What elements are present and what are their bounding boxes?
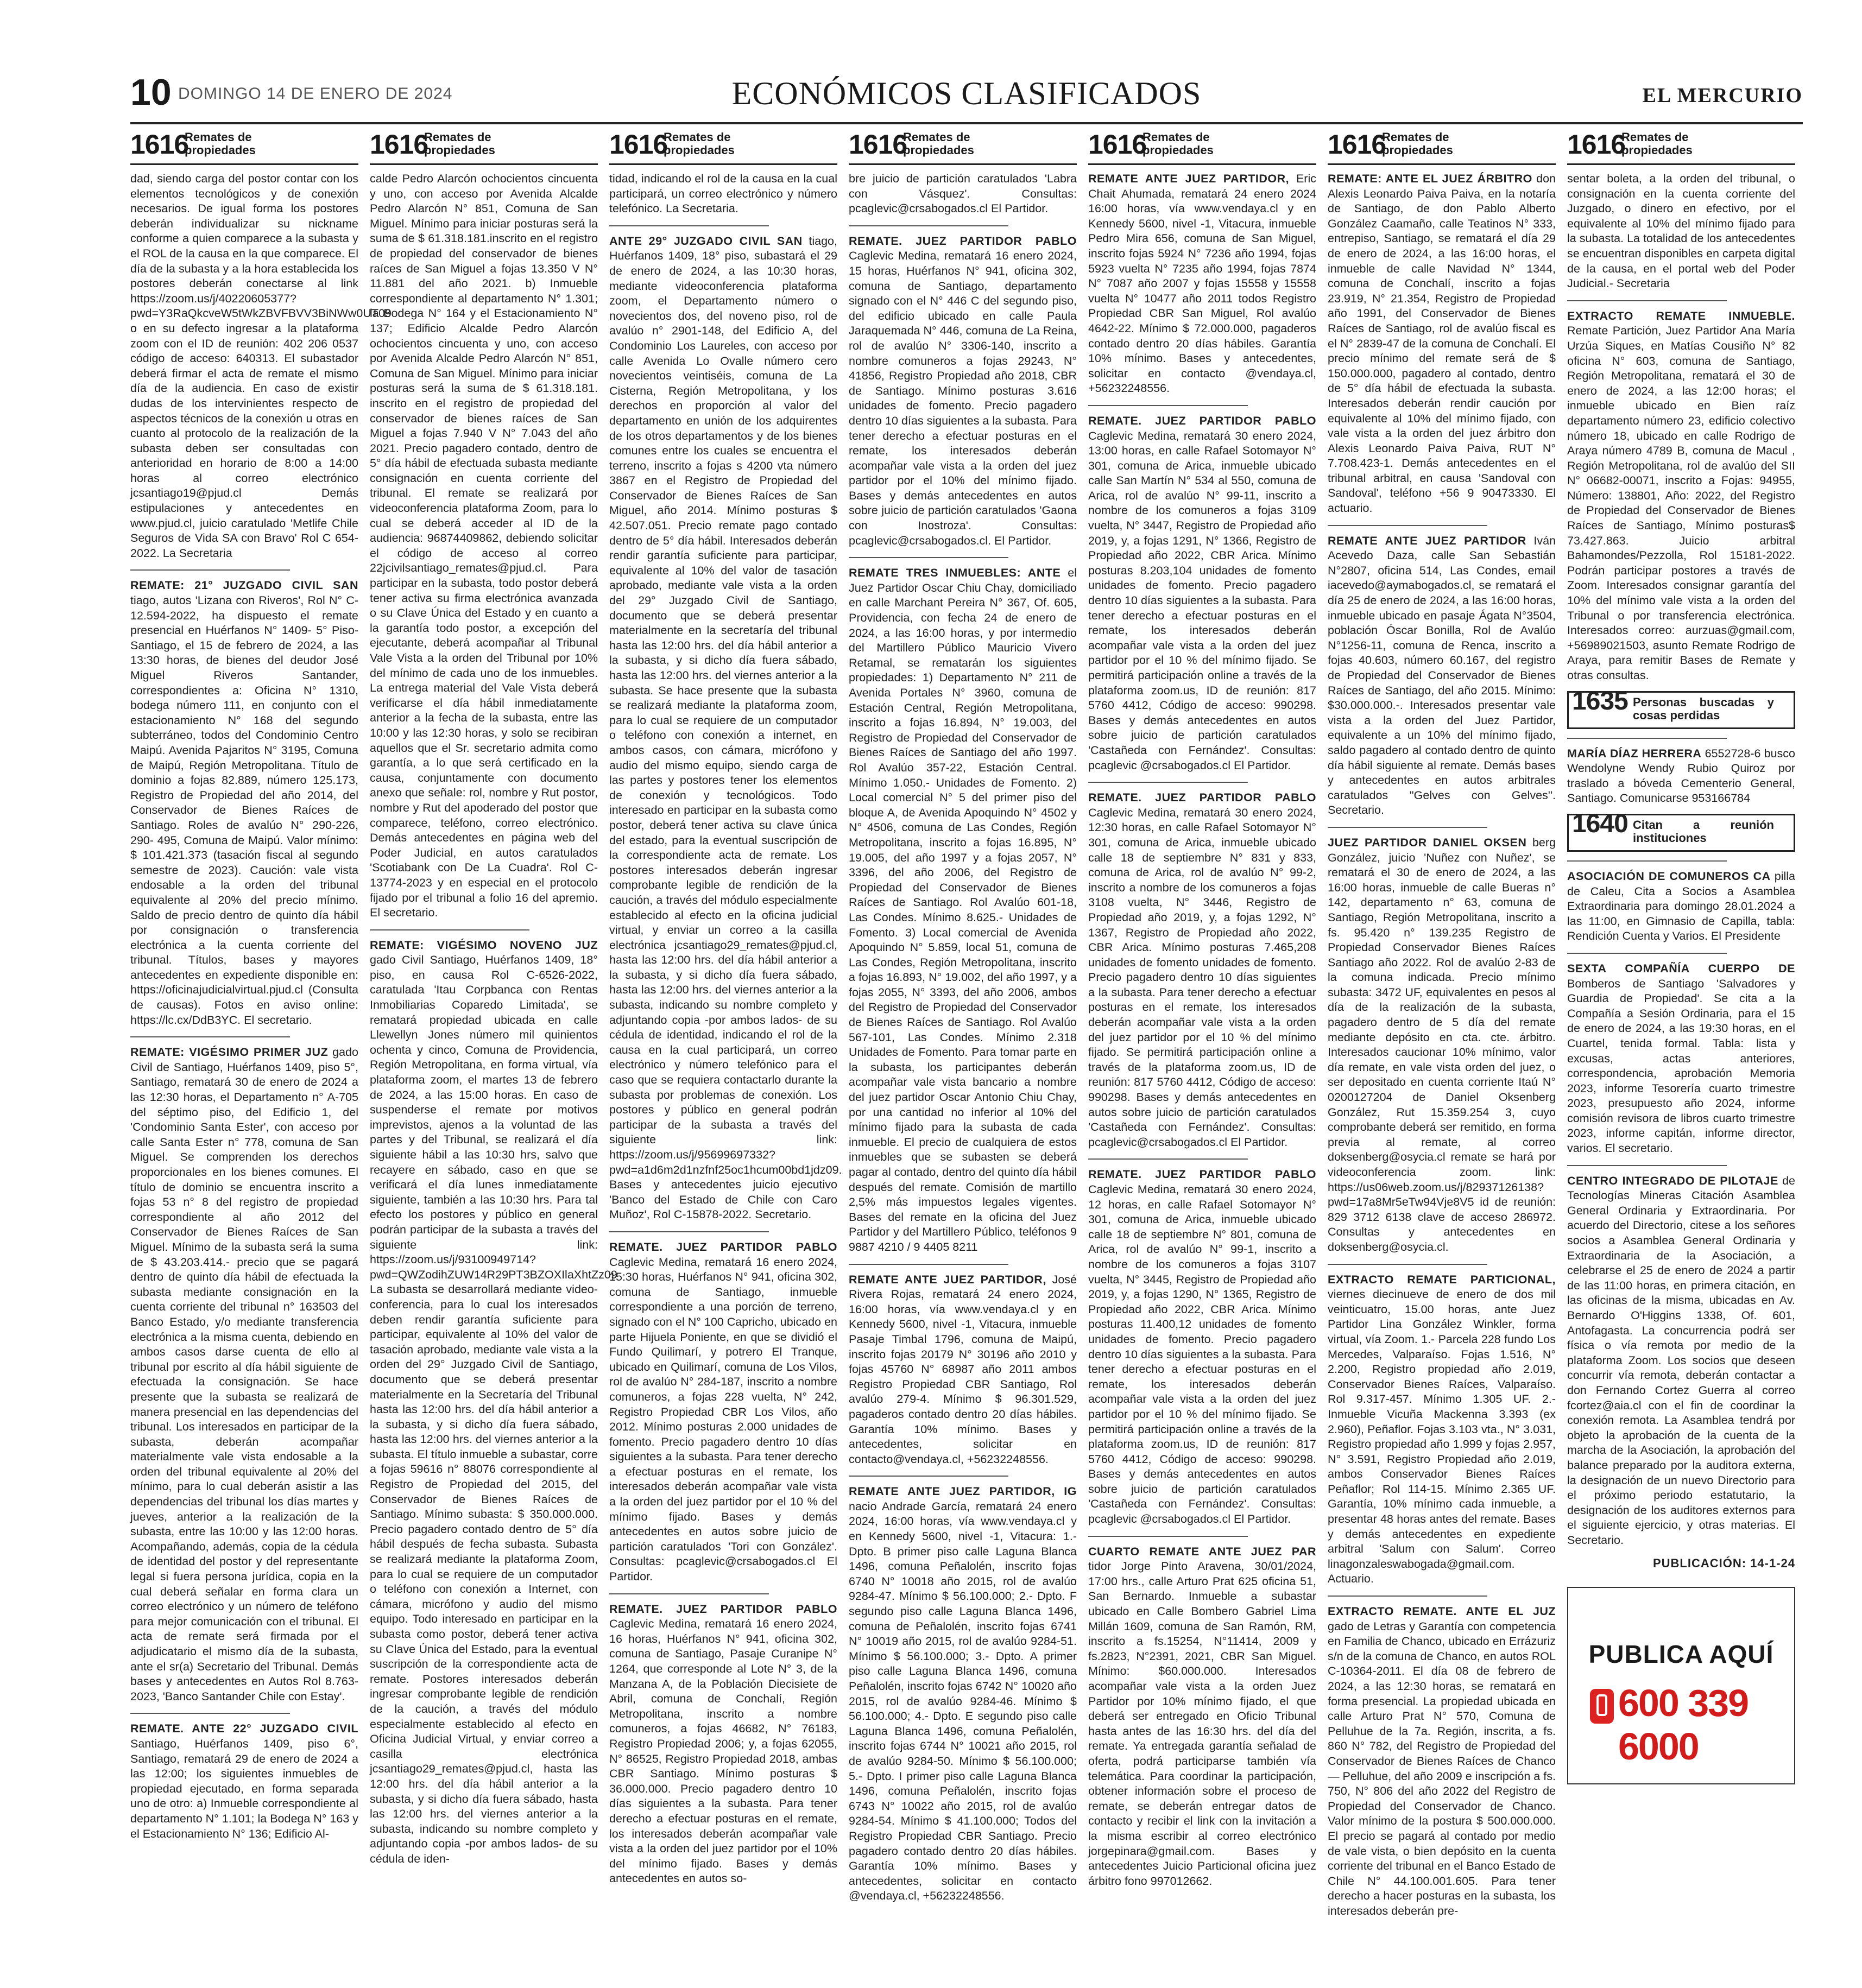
notice-body: sentar boleta, a la orden del tribunal, o consignación en la cuenta corriente del Juzgado, o dinero en efectivo, por el equivalente al 10% del mínimo fijado para la subasta. La totalidad de los antecedentes se encuentran disponibles en carpeta digital de la causa, en el portal web del Poder Judicial.- Secretaria	[1567, 172, 1795, 290]
notice-heading: EXTRACTO REMATE INMUEBLE.	[1567, 309, 1795, 322]
notice-body: pilla de Caleu, Cita a Socios a Asamblea Extraordinaria para domingo 28.01.2024 a las 11:00, en Gimnasio de Capilla, tabla: Rendición Cuenta y Varios. El Presidente	[1567, 869, 1795, 943]
category-box	[1567, 809, 1795, 852]
classified-notice	[130, 172, 392, 561]
divider	[370, 929, 529, 930]
notice-heading: JUEZ PARTIDOR DANIEL OKSEN	[1328, 835, 1527, 849]
divider	[1567, 300, 1727, 301]
category-code: 1640	[1572, 809, 1628, 838]
category-header	[1088, 128, 1316, 165]
classified-notice	[130, 1721, 358, 1841]
column-2	[370, 128, 617, 1971]
section-title: ECONÓMICOS CLASIFICADOS	[731, 75, 1202, 111]
notice-body: don Alexis Leonardo Paiva Paiva, en la notaría de Santiago, de don Pablo Alberto González Caamaño, calle Teatinos N° 333, entrepiso, Santiago, se rematará el día 29 de enero de 2024, a las 16:00 horas, el inmueble de calle Navidad N° 1344, comuna de Conchalí, inscrito a fojas 23.919, N° 21.354, Registro de Propiedad año 1991, del Conservador de Bienes Raíces de Santiago, rol de avalúo fiscal es el N° 2839-47 de la comuna de Conchalí. El precio mínimo del remate será de $ 150.000.000, pagadero al contado, dentro de 5° día hábil de efectuada la subasta. Interesados deberán rendir caución por equivalente al 10% del mínimo fijado, con vale vista a la orden del juez árbitro don Alexis Leonardo Paiva Paiva, RUT N° 7.708.423-1. Demás antecedentes en el tribunal arbitral, en causa 'Sandoval con Sandoval', teléfono +56 9 90473330. El actuario.	[1328, 172, 1556, 515]
classified-notice	[849, 1484, 1077, 1904]
category-code: 1616	[130, 129, 189, 160]
column-3	[609, 128, 842, 1971]
category-header	[1328, 128, 1556, 165]
divider	[849, 1264, 1008, 1265]
notice-body: Bomberos de Santiago 'Salvadores y Guardia de Propiedad'. Se cita a la Compañía a Sesión Ordinaria, para el 15 de enero de 2024, a las 19:30 horas, en el Cuartel, tenida formal. Tabla: lista y excusas, actas anteriores, correspondencia, aprobación Memoria 2023, informe Tesorería cuarto trimestre 2023, presupuesto año 2024, informe comisión revisora de libros cuarto trimestre 2023, informe capitán, informe director, varios. El secretario.	[1567, 977, 1795, 1155]
category-code: 1616	[1328, 129, 1386, 160]
notice-body: Caglevic Medina, rematará 30 enero 2024, 13:00 horas, en calle Rafael Sotomayor N° 301, comuna de Arica, inmueble ubicado calle San Martín N° 534 al 550, comuna de Arica, rol de avalúo N° 99-11, inscrito a nombre de los comuneros a fojas 3109 vuelta, N° 3447, Registro de Propiedad año 2019, y, a fojas 1291, N° 1366, Registro de Propiedad año 2022, CBR Arica. Mínimo posturas 8.203,104 unidades de fomento unidades de fomento. Precio pagadero dentro 10 días siguientes a la subasta. Para tener derecho a efectuar posturas en el remate, los interesados deberán acompañar vale vista a la orden del juez partidor por el 10 % del mínimo fijado. Se permitirá participación online a través de la plataforma zoom.us, ID de reunión: 817 5760 4412, Código de acceso: 990298. Bases y demás antecedentes en autos sobre juicio de partición caratulados 'Castañeda con Fernández'. Consultas: pcaglevic @crsabogados.cl El Partidor.	[1088, 429, 1316, 772]
classified-notice	[849, 234, 1077, 548]
notice-body: tiago, Huérfanos 1409, 18° piso, subastará el 29 de enero de 2024, a las 10:30 horas, mediante videoconferencia plataforma zoom, el Departamento número o novecientos dos, del noveno piso, rol de avalúo n° 2901-148, del Edificio A, del Condominio Los Laureles, con acceso por calle Avenida Lo Ovalle número cero novecientos veintiséis, comuna de La Cisterna, Región Metropolitana, y los derechos en proporción al valor del departamento en unión de los adquirentes de los otros departamentos y de los bienes comunes entre los cuales se encuentra el terreno, inscrito a fojas s 4200 vta número 3867 en el Registro de Propiedad del Conservador de Bienes Raíces de San Miguel, año 2014. Mínimo posturas $ 42.507.051. Precio remate pago contado dentro de 5° día hábil. Interesados deberán rendir garantía suficiente para participar, equivalente al 10% del valor de tasación aprobado, mediante vale vista a la orden del 29° Juzgado Civil de Santiago, documento que se deberá presentar materialmente en la secretaría del tribunal hasta las 12:00 hrs. del día hábil anterior a la subasta, y si dicho día fuera sábado, hasta las 12:00 hrs. del viernes anterior a la subasta. Se hace presente que la subasta se realizará mediante la plataforma zoom, para lo cual se requiere de un computador o teléfono con conexión a internet, en ambos casos, con cámara, micrófono y audio del mismo equipo, siendo carga de las partes y postores tener los elementos de conexión y tecnológicos. Todo interesado en participar en la subasta como postor, deberá tener activa su clave única del estado, para la eventual suscripción de la correspondiente acta de remate. Los postores interesados deberán ingresar comprobante legible de rendición de la caución, a través del módulo especialmente establecido al efecto en la oficina judicial virtual, y enviar un correo a la casilla electrónica jcsantiago29_remates@pjud.cl, hasta las 12:00 hrs. del día hábil anterior a la subasta, y si dicho día fuera sábado, hasta las 12:00 hrs. del viernes anterior a la subasta, indicando su nombre completo y adjuntando copia -por ambos lados- de su cédula de identidad, indicando el rol de la causa en la cual participará, un correo electrónico y número telefónico para el caso que se requiera contactarlo durante la subasta por problemas de conexión. Los postores y público en general podrán participar de la subasta a través del siguiente link: https://zoom.us/j/95699697332?pwd=a1d6m2d1nzfnf25oc1hcum00bd1jdz09. Bases y antecedentes juicio ejecutivo 'Banco del Estado de Chile con Caro Muñoz', Rol C-15878-2022. Secretario.	[609, 234, 842, 1221]
category-label: Personas buscadas y cosas perdidas	[1633, 695, 1774, 722]
divider	[1328, 1596, 1487, 1597]
notice-heading: CUARTO REMATE ANTE JUEZ PAR	[1088, 1544, 1316, 1558]
notice-body: bre juicio de partición caratulados 'Labra con Vásquez'. Consultas: pcaglevic@crsabogados.cl El Partidor.	[849, 172, 1077, 216]
notice-body: gado Civil de Santiago, Huérfanos 1409, piso 5°, Santiago, rematará 30 de enero de 2024 a las 12:30 horas, el Departamento n° A-705 del séptimo piso, del Edificio 1, del 'Condominio Santa Ester', con acceso por calle Santa Ester n° 778, comuna de San Miguel. Se comprenden los derechos proporcionales en los bienes comunes. El título de dominio se encuentra inscrito a fojas 53 n° 8 del registro de propiedad correspondiente al año 2012 del Conservador de Bienes Raíces de San Miguel. Mínimo de la subasta será la suma de $ 43.203.414.- precio que se pagará dentro de quinto día hábil de efectuada la subasta mediante consignación en la cuenta corriente del tribunal n° 163503 del Banco Estado, y/o mediante transferencia electrónica a la misma cuenta, debiendo en ambos casos darse cuenta de ello al tribunal por escrito al día hábil siguiente de efectuada la consignación. Se hace presente que la subasta se realizará de manera presencial en las dependencias del tribunal. Los interesados en participar de la subasta, deberán acompañar materialmente vale vista endosable a la orden del tribunal equivalente al 20% del mínimo, para lo cual deberán asistir a las dependencias del tribunal los días martes y jueves, anterior a la realización de la subasta, entre las 10:00 y las 12:00 horas. Acompañando, además, copia de la cédula de identidad del postor y del representante legal si fuera persona jurídica, copia en la cual deberá señalar en forma clara un correo electrónico y un número de teléfono para mejor comunicación con el tribunal. El acta de remate será firmada por el adjudicatario el mismo día de la subasta, ante el sr(a) Secretario del Tribunal. Demás bases y antecedentes en Autos Rol 8.763-2023, 'Banco Santander Chile con Estay'.	[130, 1046, 358, 1703]
divider	[1567, 1165, 1727, 1166]
notice-body: José Rivera Rojas, rematará 24 enero 2024, 16:00 horas, vía www.vendaya.cl y en Kennedy 5600, nivel -1, Vitacura, inmueble Pasaje Timbal 1796, comuna de Maipú, inscrito fojas 20179 N° 30196 año 2010 y fojas 45760 N° 68987 año 2011 ambos Registro Propiedad CBR Santiago, Rol avalúo 279-4. Mínimo $ 96.301.529, pagaderos contado dentro 20 días hábiles. Garantía 10% mínimo. Bases y antecedentes, solicitar en contacto@vendaya.cl, +56232248556.	[849, 1272, 1077, 1466]
divider	[130, 1036, 290, 1037]
category-label: Remates de propiedades	[1143, 130, 1214, 157]
classified-notice	[849, 172, 1077, 217]
category-label: Remates de propiedades	[1382, 130, 1453, 157]
classified-notice	[609, 172, 837, 217]
category-header	[1567, 128, 1795, 165]
divider	[1328, 525, 1487, 526]
notice-body: calde Pedro Alarcón ochocientos cincuenta y uno, con acceso por Avenida Alcalde Pedro Alarcón N° 851, Comuna de San Miguel. Mínimo para iniciar posturas será la suma de $ 61.318.181.inscrito en el registro de propiedad del conservador de bienes raíces de San Miguel a fojas 13.350 V N° 11.881 del año 2021. b) Inmueble correspondiente al departamento N° 1.301; la Bodega N° 164 y el Estacionamiento N° 137; Edificio Alcalde Pedro Alarcón ochocientos cincuenta y uno, con acceso por Avenida Alcalde Pedro Alarcón N° 851, Comuna de San Miguel. Mínimo para iniciar posturas será la suma de $ 61.318.181. inscrito en el registro de propiedad del conservador de bienes raíces de San Miguel a fojas 7.940 V N° 7.043 del año 2021. Precio pagadero contado, dentro de 5° día hábil de efectuada subasta mediante consignación en cuenta corriente del tribunal. El remate se realizará por videoconferencia plataforma Zoom, para lo cual se deberá acceder al ID de la audiencia: 96874409862, debiendo solicitar el código de acceso al correo 22jcivilsantiago_remates@pjud.cl. Para participar en la subasta, todo postor deberá tener activa su firma electrónica avanzada o su Clave Única del Estado y en cuanto a la garantía todo postor, a excepción del ejecutante, deberá acompañar al Tribunal Vale Vista a la orden del Tribunal por 10% del mínimo de cada uno de los inmuebles. La entrega material del Vale Vista deberá verificarse el día hábil inmediatamente anterior a la fecha de la subasta, entre las 10:00 y las 12:30 horas, y solo se recibiran aquellos que el Sr. secretario admita como garantía, a lo que será certificado en la causa, conjuntamente con documento anexo que señale: rol, nombre y Rut postor, nombre y Rut del apoderado del postor que comparece, teléfono, correo electrónico. Demás antecedentes en página web del Poder Judicial, en autos caratulados 'Scotiabank con De La Cuadra'. Rol C-13774-2023 y en especial en el protocolo fijado por el tribunal a folio 16 del apremio. El secretario.	[370, 172, 598, 920]
column-text	[130, 172, 392, 1841]
notice-heading: REMATE ANTE JUEZ PARTIDOR,	[1088, 172, 1290, 185]
notice-body: gado Civil Santiago, Huérfanos 1409, 18° piso, en causa Rol C-6526-2022, caratulada 'Itau Corpbanca con Rentas Inmobiliarias Coparedo Limitada', se rematará propiedad ubicada en calle Llewellyn Jones número mil quinientos ochenta y cinco, Comuna de Providencia, Región Metropolitana, en forma virtual, vía plataforma zoom, el martes 13 de febrero de 2024, a las 15:00 horas. En caso de suspenderse el remate por motivos imprevistos, ajenos a la voluntad de las partes y del Tribunal, se realizará el día siguiente hábil a las 10:30 hrs, salvo que recayere en sábado, caso en que se verificará el día lunes inmediatamente siguiente, también a las 10:30 hrs. Para tal efecto los postores y público en general podrán participar de la subasta a través del siguiente link: https://zoom.us/j/93100949714?pwd=QWZodihZUW14R29PT3BZOXIlaXhtZz09 La subasta se desarrollará mediante video-conferencia, para lo cual los interesados deben rendir garantía suficiente para participar, equivalente al 10% del valor de tasación aprobado, mediante vale vista a la orden del 29° Juzgado Civil de Santiago, documento que se deberá presentar materialmente en la Secretaría del Tribunal hasta las 12:00 hrs. del día hábil anterior a la subasta, y si dicho día fuera sábado, hasta las 12:00 hrs. del viernes anterior a la subasta. El título inmueble a subastar, corre a fojas 59616 n° 88076 correspondiente al Registro de Propiedad del 2015, del Conservador de Bienes Raíces de Santiago. Mínimo subasta: $ 350.000.000. Precio pagadero contado dentro de 5° día hábil después de fecha subasta. Subasta se realizará mediante la plataforma Zoom, para lo cual se requiere de un computador o teléfono con conexión a Internet, con cámara, micrófono y audio del mismo equipo. Todo interesado en participar en la subasta como postor, deberá tener activa su Clave Única del Estado, para la eventual suscripción de la correspondiente acta de remate. Postores interesados deberán ingresar comprobante legible de rendición de la caución, a través del módulo especialmente establecido al efecto en Oficina Judicial Virtual, y enviar correo a casilla electrónica jcsantiago29_remates@pjud.cl, hasta las 12:00 hrs. del día hábil anterior a la subasta, y si dicho día fuera sábado, hasta las 12:00 hrs. del viernes anterior a la subasta, indicando su nombre completo y adjuntando copia -por ambos lados- de su cédula de iden-	[370, 953, 617, 1865]
page-date: DOMINGO 14 DE ENERO DE 2024	[178, 85, 453, 103]
column-text	[1567, 172, 1795, 1571]
divider	[1328, 827, 1487, 828]
classified-notice	[609, 234, 842, 1223]
classifieds-columns	[130, 128, 1819, 1971]
notice-heading: REMATE. JUEZ PARTIDOR PABLO	[1088, 414, 1316, 427]
column-1	[130, 128, 392, 1971]
notice-heading: ASOCIACIÓN DE COMUNEROS CA	[1567, 869, 1771, 883]
divider	[1328, 1264, 1487, 1265]
classified-notice	[1328, 172, 1556, 516]
divider	[1567, 860, 1727, 862]
divider	[609, 1593, 769, 1594]
notice-body: Remate Partición, Juez Partidor Ana María Urzúa Siques, en Matías Cousiño N° 82 oficina N° 603, comuna de Santiago, Región Metropolitana, rematará el 30 de enero de 2024, a las 12:00 horas; el inmueble ubicado en Bien raíz departamento número 23, edificio colectivo número 18, ubicado en calle Rodrigo de Araya número 4789 B, comuna de Macul , Región Metropolitana, rol de avalúo del SII N° 06682-00071, inscrito a Fojas: 94955, Número: 138801, Año: 2022, del Registro de Propiedad del Conservador de Bienes Raíces de Santiago, Mínimo posturas$ 73.427.863. Juicio arbitral Bahamondes/Pezzolla, Rol 15181-2022. Podrán participar postores a través de Zoom. Interesados consignar garantía del 10% del mínimo vale vista a la orden del Tribunal o por transferencia electrónica. Interesados correo: aurzuas@gmail.com, +56989021503, asunto Remate Rodrigo de Araya, para remitir Bases de Remate y otras consultas.	[1567, 324, 1795, 682]
classified-notice	[609, 1240, 837, 1585]
category-header	[130, 128, 358, 165]
notice-body: Caglevic Medina, rematará 16 enero 2024, 15 horas, Huérfanos N° 941, oficina 302, comuna de Santiago, departamento signado con el N° 446 C del segundo piso, del edificio ubicado en calle Paula Jaraquemada N° 446, comuna de La Reina, rol de avalúo N° 3306-140, inscrito a nombre comuneros a fojas 29243, N° 41856, Registro Propiedad año 2018, CBR de Santiago. Mínimo posturas 3.616 unidades de fomento. Precio pagadero dentro 10 días siguientes a la subasta. Para tener derecho a efectuar posturas en el remate, los interesados deberán acompañar vale vista a la orden del juez partidor por el 10% del mínimo fijado. Bases y demás antecedentes en autos sobre juicio de partición caratulados 'Gaona con Inostroza'. Consultas: pcaglevic@crsabogados.cl. El Partidor.	[849, 249, 1077, 547]
right-margin	[1822, 114, 1862, 1988]
notice-heading: REMATE. JUEZ PARTIDOR PABLO	[1088, 791, 1316, 805]
notice-body: el Juez Partidor Oscar Chiu Chay, domiciliado en calle Marchant Pereira N° 367, Of. 605, Providencia, con fecha 24 de enero de 2024, a las 16:00 horas, y por intermedio del Martillero Público Mauricio Vivero Retamal, se rematarán los siguientes propiedades: 1) Departamento N° 211 de Avenida Portales N° 3960, comuna de Estación Central, Región Metropolitana, inscrito a fojas 16.894, N° 19.003, del Registro de Propiedad del Conservador de Bienes Raíces de Santiago del año 1997. Rol Avalúo 357-22, Estación Central. Mínimo 1.050.- Unidades de Fomento. 2) Local comercial N° 5 del primer piso del bloque A, de Avenida Apoquindo N° 4502 y N° 4506, comuna de Las Condes, Región Metropolitana, inscrito a fojas 16.895, N° 19.005, del año 1997 y a fojas 2057, N° 3396, del año 2006, del Registro de Propiedad del Conservador de Bienes Raíces de Santiago. Rol Avalúo 601-18, Las Condes. Mínimo 8.625.- Unidades de Fomento. 3) Local comercial de Avenida Apoquindo N° 5.859, local 51, comuna de Las Condes, Región Metropolitana, inscrito a fojas 16.893, N° 19.002, del año 1997, y a fojas 2055, N° 3393, del año 2006, ambos del Registro de Propiedad del Conservador de Bienes Raíces de Santiago. Rol Avalúo 567-101, Las Condes. Mínimo 2.318 Unidades de Fomento. Para tomar parte en la subasta, los participantes deberán acompañar vale vista bancario a nombre del juez partidor Oscar Antonio Chiu Chay, por una cantidad no inferior al 10% del mínimo fijado para la subasta de cada inmueble. El precio de cualquiera de estos inmuebles que se subasten se deberá pagar al contado, dentro del quinto día hábil después del remate. Comisión de martillo 2,5% más impuestos legales vigentes. Bases del remate en la oficina del Juez Partidor y del Martillero Público, teléfonos 9 9887 4210 / 9 4405 8211	[849, 566, 1077, 1253]
divider	[1088, 1158, 1248, 1160]
notice-heading: EXTRACTO REMATE PARTICIONAL,	[1328, 1272, 1556, 1286]
category-header	[370, 128, 598, 165]
classified-notice	[1567, 172, 1795, 292]
page-number: 10	[130, 72, 172, 113]
classified-notice	[1328, 835, 1556, 1255]
notice-body: Iván Acevedo Daza, calle San Sebastián N°2807, oficina 514, Las Condes, email iacevedo@aymabogados.cl, se rematará el día 25 de enero de 2024, a las 16:00 horas, inmueble ubicado en pasaje Ágata N°3504, población Óscar Bonilla, Rol de Avalúo N°1256-11, comuna de Renca, inscrito a fojas 40.603, número 60.167, del registro de Propiedad del Conservador de Bienes Raíces de Santiago, del año 2015. Mínimo: $30.000.000.-. Interesados presentar vale vista a la orden del Juez Partidor, equivalente a un 10% del mínimo fijado, saldo pagadero al contado dentro de quinto día hábil siguiente al remate. Demás bases y antecedentes en autos arbitrales caratulados ''Gelves con Gelves''. Secretario.	[1328, 534, 1556, 817]
notice-heading: CENTRO INTEGRADO DE PILOTAJE	[1567, 1174, 1778, 1187]
column-6	[1328, 128, 1556, 1971]
category-code: 1616	[370, 129, 428, 160]
masthead	[130, 71, 1803, 124]
notice-heading: REMATE. JUEZ PARTIDOR PABLO	[609, 1602, 837, 1616]
classified-notice	[1567, 869, 1795, 944]
category-code: 1635	[1572, 686, 1628, 716]
classified-notice	[849, 1272, 1077, 1467]
notice-heading: REMATE. JUEZ PARTIDOR PABLO	[849, 234, 1077, 248]
notice-body: Caglevic Medina, rematará 30 enero 2024, 12:30 horas, en calle Rafael Sotomayor N° 301, comuna de Arica, inmueble ubicado calle 18 de septiembre N° 831 y 833, comuna de Arica, rol de avalúo N° 99-2, inscrito a nombre de los comuneros a fojas 3108 vuelta, N° 3446, Registro de Propiedad año 2019, y, a fojas 1292, N° 1367, Registro de Propiedad año 2022, CBR Arica. Mínimo posturas 7.465,208 unidades de fomento unidades de fomento. Precio pagadero dentro 10 días siguientes a la subasta. Para tener derecho a efectuar posturas en el remate, los interesados deberán acompañar vale vista a la orden del juez partidor por el 10 % del mínimo fijado. Se permitirá participación online a través de la plataforma zoom.us, ID de reunión: 817 5760 4412, Código de acceso: 990298. Bases y demás antecedentes en autos sobre juicio de partición caratulados 'Castañeda con Fernández'. Consultas: pcaglevic@crsabogados.cl El Partidor.	[1088, 806, 1316, 1149]
notice-heading: REMATE. ANTE 22° JUZGADO CIVIL	[130, 1722, 358, 1736]
classified-notice	[370, 938, 617, 1867]
column-text	[849, 172, 1077, 1904]
notice-heading: REMATE ANTE JUEZ PARTIDOR, IG	[849, 1485, 1077, 1498]
notice-body: Santiago, Huérfanos 1409, piso 6°, Santiago, rematará 29 de enero de 2024 a las 12:00; los siguientes inmuebles de propiedad ejecutado, en forma separada uno de otro: a) Inmueble correspondiente al departamento N° 1.101; la Bodega N° 163 y el Estacionamiento N° 136; Edificio Al-	[130, 1737, 358, 1840]
classified-notice	[370, 172, 598, 921]
divider	[609, 1231, 769, 1232]
classified-notice	[609, 1602, 837, 1886]
notice-heading: REMATE ANTE JUEZ PARTIDOR,	[849, 1272, 1046, 1286]
phone-icon	[1590, 1689, 1614, 1724]
classified-notice	[849, 566, 1077, 1255]
notice-heading: REMATE TRES INMUEBLES: ANTE	[849, 566, 1061, 580]
notice-body: gado de Letras y Garantía con competencia en Familia de Chanco, ubicado en Errázuriz s/n de la comuna de Chanco, en autos ROL C-10364-2011. El día 08 de febrero de 2024, a las 12:30 horas, se rematará en forma presencial. La propiedad ubicada en calle Arturo Prat N° 570, Comuna de Pelluhue de la 7a. Región, inscrita, a fs. 860 N° 782, del Registro de Propiedad del Conservador de Bienes Raíces de Chanco — Pelluhue, del año 2009 e inscripción a fs. 750, N° 806 del año 2022 del Registro de Propiedad del Conservador de Chanco. Valor mínimo de la postura $ 500.000.000. El precio se pagará al contado por medio de vale vista, o bien depósito en la cuenta corriente del tribunal en el Banco Estado de Chile N° 44.100.001.605. Para tener derecho a hacer posturas en la subasta, los interesados deberán pre-	[1328, 1619, 1556, 1917]
classified-notice	[1567, 1174, 1795, 1548]
category-label: Remates de propiedades	[1621, 130, 1693, 157]
notice-heading: EXTRACTO REMATE. ANTE EL JUZ	[1328, 1605, 1556, 1618]
classified-notice	[1328, 534, 1556, 818]
column-5	[1088, 128, 1316, 1971]
column-7	[1567, 128, 1795, 1971]
notice-body: berg González, juicio 'Nuñez con Nuñez', se rematará el 30 de enero de 2024, a las 16:00 horas, inmueble de calle Bueras n° 142, departamento n° 63, comuna de Santiago, Región Metropolitana, inscrito a fs. 95.420 n° 139.235 Registro de Propiedad Conservador Bienes Raíces Santiago año 2022. Rol de avalúo 2-83 de la comuna indicada. Precio mínimo subasta: 3472 UF, equivalentes en pesos al día de la realización de la subasta, pagadero dentro de 5 día del remate mediante depósito en cta. cte. árbitro. Interesados caucionar 10% mínimo, valor día remate, en vale vista orden del juez, o ser depositado en cuenta corriente Itaú N° 0200127204 de Daniel Oksenberg González, Rut 15.359.254 3, cuyo comprobante deberá ser remitido, en forma previa al remate, al correo doksenberg@osycia.cl remate se hará por videoconferencia zoom. link: https://us06web.zoom.us/j/82937126138?pwd=17a8Mr5eTw94Vje8V5 id de reunión: 829 3712 6138 clave de acceso 286972. Consultas y antecedentes en doksenberg@osycia.cl.	[1328, 835, 1556, 1253]
classified-notice	[1328, 1272, 1556, 1587]
classified-notice	[1328, 1604, 1556, 1919]
notice-body: 6552728-6 busco Wendolyne Wendy Rubio Quiroz por traslado a bóveda Cementerio General, Santiago. Comunicarse 953166784	[1567, 746, 1795, 805]
divider	[1088, 782, 1248, 783]
classified-notice	[1567, 746, 1795, 806]
classified-notice	[1567, 961, 1795, 1156]
divider	[1088, 1536, 1248, 1537]
notice-body: Eric Chait Ahumada, rematará 24 enero 2024 16:00 horas, vía www.vendaya.cl y en Kennedy 5600, nivel -1, Vitacura, inmueble Pedro Mira 656, comuna de San Miguel, inscrito fojas 5924 N° 7236 año 1994, fojas 5923 vuelta N° 7235 año 1994, fojas 7874 N° 7087 año 2007 y fojas 15558 y 15558 vuelta N° 10477 año 2011 todos Registro Propiedad CBR San Miguel, Rol avalúo 4642-22. Mínimo $ 72.000.000, pagaderos contado dentro 20 días hábiles. Garantía 10% mínimo. Bases y antecedentes, solicitar en contacto @vendaya.cl, +56232248556.	[1088, 172, 1316, 395]
divider	[1088, 405, 1248, 406]
divider	[849, 1476, 1008, 1477]
notice-body: tidor Jorge Pinto Aravena, 30/01/2024, 17:00 hrs., calle Arturo Prat 625 oficina 51, San Bernardo. Inmueble a subastar ubicado en Calle Bombero Gabriel Lima Millán 1609, comuna de San Ramón, RM, inscrito a fs.15254, N°11414, 2009 y fs.2823, N°2391, 2021, CBR San Miguel. Mínimo: $60.000.000. Interesados acompañar vale vista a la orden Juez Partidor por 10% mínimo fijado, el que deberá ser entregado en Oficio Tribunal hasta antes de las 16:30 hrs. del día del remate. Ya entregada garantía señalad de oferta, podrá participarse también vía telemática. Para coordinar la participación, obtener información sobre el proceso de remate, se deberán entregar datos de contacto y recibir el link con la invitación a la misma escribir al correo electrónico jorgepinara@gmail.com. Bases y antecedentes Juicio Particional oficina juez árbitro fono 997012662.	[1088, 1560, 1316, 1888]
classified-notice	[1088, 172, 1316, 396]
notice-body: dad, siendo carga del postor contar con los elementos tecnológicos y de conexión necesarios. De igual forma los postores deberán individualizar su nickname conforme a quien comparece a la subasta y el ROL de la causa en la que comparece. El día de la subasta y a la hora establecida los postores deberán conectarse al link https://zoom.us/j/40220605377?pwd=Y3RaQkcveW5tWkZBVFBVV3BiNWw0UT09 o en su defecto ingresar a la plataforma zoom con el ID de reunión: 402 206 0537 código de acceso: 640313. El subastador deberá firmar el acta de remate el mismo día de la audiencia. En caso de existir dudas de los intervinientes respecto de aspectos técnicos de la conexión u otras en cuanto al protocolo de la realización de la subasta deben ser consultadas con anterioridad en horario de 8:00 a 14:00 horas al correo electrónico jcsantiago19@pjud.cl Demás estipulaciones y antecedentes en www.pjud.cl, juicio caratulado 'Metlife Chile Seguros de Vida SA con Bravo' Rol C 654-2022. La Secretaria	[130, 172, 392, 560]
divider	[609, 225, 769, 226]
category-label: Remates de propiedades	[185, 130, 256, 157]
notice-body: Caglevic Medina, rematará 16 enero 2024, 16 horas, Huérfanos N° 941, oficina 302, comuna de Santiago, Pasaje Curanipe N° 1264, que corresponde al Lote N° 3, de la Manzana A, de la Población Diecisiete de Abril, comuna de Conchalí, Región Metropolitana, inscrito a nombre comuneros, a fojas 46682, N° 76183, Registro Propiedad 2006; y, a fojas 62055, N° 86525, Registro Propiedad 2018, ambas CBR Santiago. Mínimo posturas $ 36.000.000. Precio pagadero dentro 10 días siguientes a la subasta. Para tener derecho a efectuar posturas en el remate, los interesados deberán acompañar vale vista a la orden del juez partidor por el 10% del mínimo fijado. Bases y demás antecedentes en autos so-	[609, 1617, 837, 1885]
notice-body: Caglevic Medina, rematará 16 enero 2024, 15:30 horas, Huérfanos N° 941, oficina 302, comuna de Santiago, inmueble correspondiente a una porción de terreno, signado con el N° 100 Capricho, ubicado en parte Hijuela Poniente, en que se dividió el Fundo Quilimarí, y potrero El Tranque, ubicado en Quilimarí, comuna de Los Vilos, rol de avalúo N° 284-187, inscrito a nombre comuneros, a fojas 228 vuelta, N° 242, Registro Propiedad CBR Los Vilos, año 2012. Mínimo posturas 2.000 unidades de fomento. Precio pagadero dentro 10 días siguientes a la subasta. Para tener derecho a efectuar posturas en el remate, los interesados deberán acompañar vale vista a la orden del juez partidor por el 10 % del mínimo fijado. Bases y demás antecedentes en autos sobre juicio de partición caratulados 'Tori con González'. Consultas: pcaglevic@crsabogados.cl El Partidor.	[609, 1255, 837, 1584]
ad-title: PUBLICA AQUÍ	[1588, 1640, 1774, 1669]
notice-body: tidad, indicando el rol de la causa en la cual participará, un correo electrónico y número telefónico. La Secretaria.	[609, 172, 837, 216]
column-4	[849, 128, 1077, 1971]
publication-date: PUBLICACIÓN: 14-1-24	[1652, 1556, 1795, 1570]
category-label: Remates de propiedades	[424, 130, 495, 157]
classified-notice	[1088, 414, 1316, 773]
advertisement[interactable]	[1567, 1587, 1795, 1784]
category-header	[849, 128, 1077, 165]
category-code: 1616	[1567, 129, 1626, 160]
notice-heading: MARÍA DÍAZ HERRERA	[1567, 746, 1702, 760]
classified-notice	[1088, 790, 1316, 1150]
notice-heading: REMATE: 21° JUZGADO CIVIL SAN	[130, 579, 358, 592]
column-text	[1328, 172, 1556, 1919]
notice-heading: REMATE. JUEZ PARTIDOR PABLO	[1088, 1168, 1316, 1181]
notice-heading: REMATE: VIGÉSIMO NOVENO JUZ	[370, 938, 598, 952]
classified-notice	[130, 578, 358, 1028]
notice-heading: SEXTA COMPAÑÍA CUERPO DE	[1567, 961, 1795, 975]
divider	[849, 225, 1008, 226]
category-code: 1616	[1088, 129, 1147, 160]
notice-heading: REMATE ANTE JUEZ PARTIDOR	[1328, 534, 1526, 547]
category-box	[1567, 686, 1795, 729]
notice-body: tiago, autos 'Lizana con Riveros', Rol N° C-12.594-2022, ha dispuesto el remate presencial en Huérfanos N° 1409- 5° Piso- Santiago, el 15 de febrero de 2024, a las 13:30 horas, de bienes del deudor José Miguel Riveros Santander, correspondientes a: Oficina N° 1310, bodega número 111, en conjunto con el estacionamiento N° 168 del segundo subterráneo, todos del Condominio Centro Maipú. Avenida Pajaritos N° 3195, Comuna de Maipú, Región Metropolitana. Título de dominio a fojas 82.889, número 125.173, Registro de Propiedad del año 2014, del Conservador de Bienes Raíces de Santiago. Roles de avalúo N° 290-226, 290- 495, Comuna de Maipú. Valor mínimo: $ 101.421.373 (tasación fiscal al segundo semestre de 2023). Caución: vale vista endosable a la orden del tribunal equivalente al 20% del precio mínimo. Saldo de precio dentro de quinto día hábil por consignación o transferencia electrónica a la cuenta corriente del tribunal. Títulos, bases y mayores antecedentes en expediente disponible en: https://oficinajudicialvirtual.pjud.cl (Consulta de causas). Fotos en aviso online: https://lc.cx/DdB3YC. El secretario.	[130, 594, 358, 1027]
notice-body: Caglevic Medina, rematará 30 enero 2024, 12 horas, en calle Rafael Sotomayor N° 301, comuna de Arica, inmueble ubicado calle 18 de septiembre N° 801, comuna de Arica, rol de avalúo N° 99-1, inscrito a nombre de los comuneros a fojas 3107 vuelta, N° 3445, Registro de Propiedad año 2019, y, a fojas 1290, N° 1365, Registro de Propiedad año 2022, CBR Arica. Mínimo posturas 11.400,12 unidades de fomento unidades de fomento. Precio pagadero dentro 10 días siguientes a la subasta. Para tener derecho a efectuar posturas en el remate, los interesados deberán acompañar vale vista a la orden del juez partidor por el 10 % del mínimo fijado. Se permitirá participación online a través de la plataforma zoom.us, ID de reunión: 817 5760 4412, Código de acceso: 990298. Bases y demás antecedentes en autos sobre juicio de partición caratulados 'Castañeda con Fernández'. Consultas: pcaglevic @crsabogados.cl El Partidor.	[1088, 1183, 1316, 1526]
category-code: 1616	[849, 129, 907, 160]
category-label: Remates de propiedades	[664, 130, 735, 157]
notice-body: nacio Andrade García, rematará 24 enero 2024, 16:00 horas, vía www.vendaya.cl y en Kennedy 5600, nivel -1, Vitacura: 1.- Dpto. B primer piso calle Laguna Blanca 1496, comuna Peñalolén, inscrito fojas 6740 N° 10018 año 2015, rol de avalúo 9284-47. Mínimo $ 56.100.000; 2.- Dpto. F segundo piso calle Laguna Blanca 1496, comuna de Peñalolén, inscrito fojas 6741 N° 10019 año 2015, rol de avalúo 9284-51. Mínimo $ 56.100.000; 3.- Dpto. A primer piso calle Laguna Blanca 1496, comuna Peñalolén, inscrito fojas 6742 N° 10020 año 2015, rol de avalúo 9284-46. Mínimo $ 56.100.000; 4.- Dpto. E segundo piso calle Laguna Blanca 1496, comuna Peñalolén, inscrito fojas 6744 N° 10021 año 2015, rol de avalúo 9284-50. Mínimo $ 56.100.000; 5.- Dpto. I primer piso calle Laguna Blanca 1496, comuna Peñalolén, inscrito fojas 6743 N° 10022 año 2015, rol de avalúo 9284-54. Mínimo $ 41.100.000; Todos del Registro Propiedad CBR Santiago. Precio pagadero contado dentro 20 días hábiles. Garantía 10% mínimo. Bases y antecedentes, solicitar en contacto @vendaya.cl, +56232248556.	[849, 1499, 1077, 1903]
newspaper-brand: EL MERCURIO	[1642, 84, 1803, 107]
classified-notice	[130, 1045, 358, 1704]
category-label: Remates de propiedades	[903, 130, 974, 157]
column-text	[370, 172, 617, 1867]
classified-notice	[1088, 1167, 1316, 1527]
notice-heading: ANTE 29° JUZGADO CIVIL SAN	[609, 234, 803, 248]
divider	[130, 1713, 290, 1714]
divider	[1567, 738, 1727, 739]
category-label: Citan a reunión instituciones	[1633, 818, 1774, 845]
notice-heading: REMATE: VIGÉSIMO PRIMER JUZ	[130, 1046, 329, 1059]
classified-notice	[1088, 1544, 1316, 1889]
divider	[849, 557, 1008, 558]
divider	[1567, 953, 1727, 954]
column-text	[609, 172, 842, 1886]
category-code: 1616	[609, 129, 668, 160]
ad-phone-number: 600 339 6000	[1618, 1682, 1749, 1768]
notice-body: de Tecnologías Mineras Citación Asamblea General Ordinaria y Extraordinaria. Por acuerdo del Directorio, citese a los señores socios a Asamblea General Ordinaria y Extraordinaria de la Asociación, a celebrarse el 25 de enero de 2024 a partir de las 11:00 horas, en primera citación, en las oficinas de la misma, ubicadas en Av. Bernardo O'Higgins 1338, Of. 601, Antofagasta. La concurrencia podrá ser física o vía remota por medio de la plataforma Zoom. Los socios que deseen concurrir vía remota, deberán contactar a don Fernando Cortez Guerra al correo fcortez@aia.cl con el fin de coordinar la conexión remota. La Asamblea tendrá por objeto la aprobación de la cuenta de la marcha de la Asociación, la aprobación del balance preparado por la auditora externa, la designación de un nuevo Directorio para el próximo periodo estatutario, la designación de los auditores externos para el siguiente ejercicio, y otras materias. El Secretario.	[1567, 1174, 1795, 1547]
notice-body: viernes diecinueve de enero de dos mil veinticuatro, 15.00 horas, ante Juez Partidor Lina González Winkler, forma virtual, vía Zoom. 1.- Parcela 228 fundo Los Mercedes, Valparaíso. Fojas 1.516, N° 2.200, Registro propiedad año 2.019, Conservador Bienes Raíces, Valparaíso. Rol 9.317-457. Mínimo 1.305 UF. 2.- Inmueble Vicuña Mackenna 3.393 (ex 2.960), Peñaflor. Fojas 3.103 vta., N° 3.031, Registro propiedad año 1.999 y fojas 2.957, N° 3.591, Registro Propiedad año 2.019, ambos Conservador Bienes Raíces Peñaflor; Rol 114-15. Mínimo 2.365 UF. Garantía, 10% mínimo cada inmueble, a presentar 48 horas antes del remate. Bases y demás antecedentes en expediente arbitral 'Salum con Salum'. Correo linagonzaleswabogada@gmail.com. Actuario.	[1328, 1288, 1556, 1586]
divider	[130, 569, 290, 571]
category-header	[609, 128, 837, 165]
notice-heading: REMATE. JUEZ PARTIDOR PABLO	[609, 1240, 837, 1253]
column-text	[1088, 172, 1316, 1889]
classified-notice	[1567, 309, 1795, 683]
notice-heading: REMATE: ANTE EL JUEZ ÁRBITRO	[1328, 172, 1532, 185]
